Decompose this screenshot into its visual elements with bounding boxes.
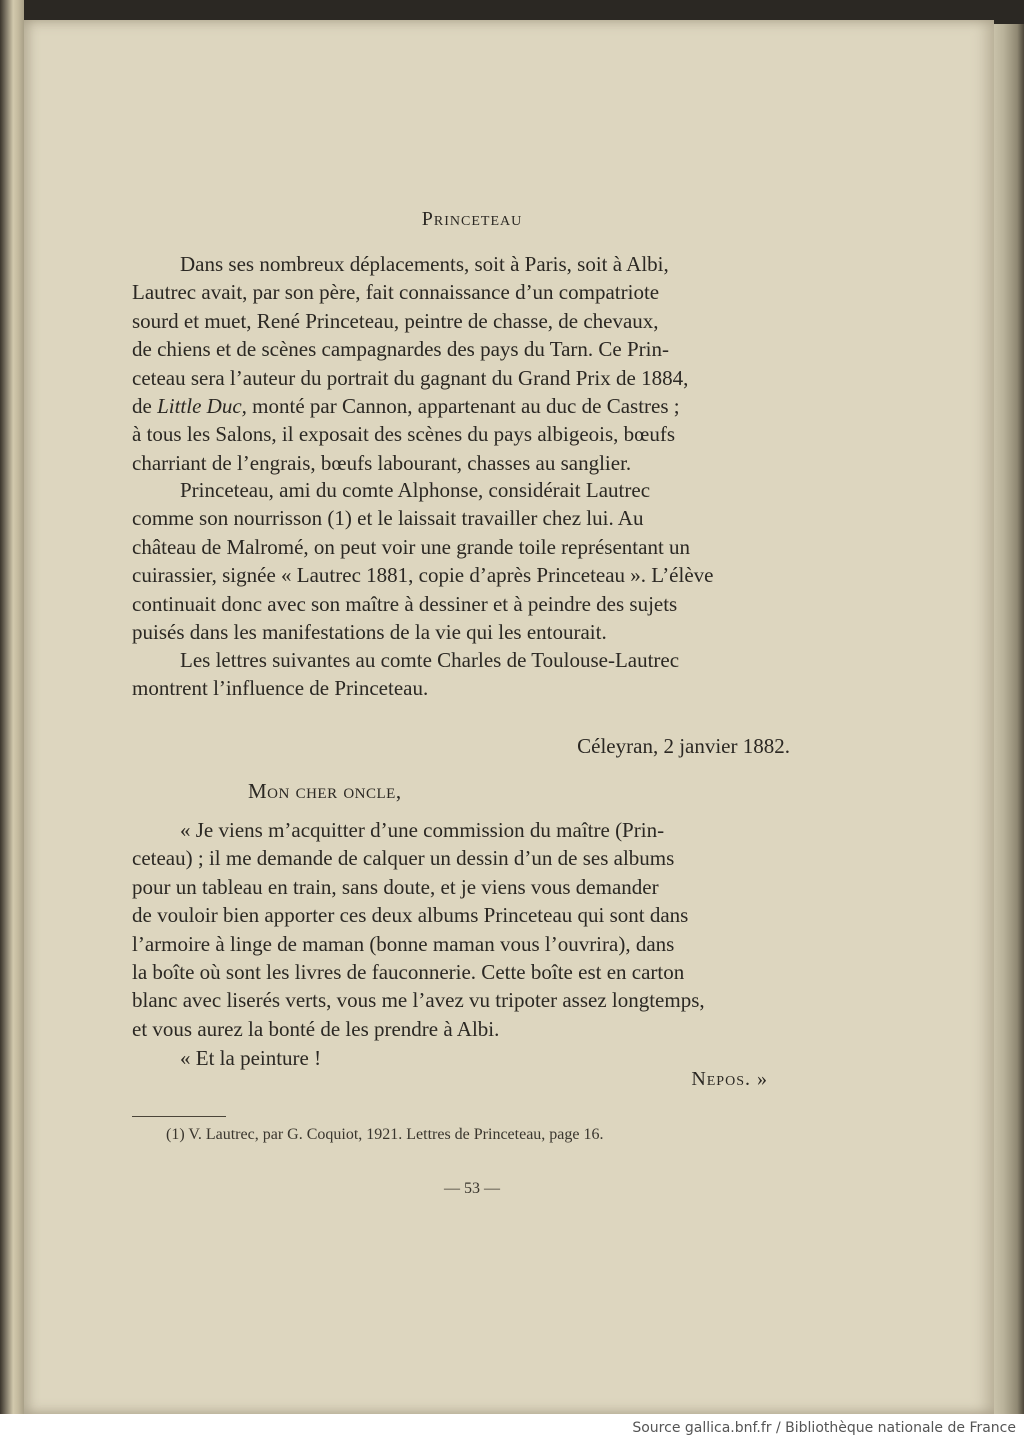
text-line: château de Malromé, on peut voir une grande toile représentant un: [132, 534, 691, 559]
text-line: blanc avec liserés verts, vous me l’avez vu tripoter assez longtemps,: [132, 988, 705, 1013]
text-line: continuait donc avec son maître à dessiner et à peindre des sujets: [132, 591, 678, 616]
text-line: Dans ses nombreux déplacements, soit à Paris, soit à Albi,: [180, 252, 669, 276]
letter-salutation: Mon cher oncle,: [248, 779, 402, 803]
paragraph-3: [132, 646, 812, 703]
text-line: sourd et muet, René Princeteau, peintre de chasse, de chevaux,: [132, 308, 659, 333]
text-line: l’armoire à linge de maman (bonne maman vous l’ouvrira), dans: [132, 931, 675, 956]
letter-signature: Nepos. »: [691, 1068, 768, 1090]
text-line: ceteau) ; il me demande de calquer un dessin d’un de ses albums: [132, 846, 675, 871]
italic-title: Little Duc,: [157, 394, 247, 419]
text-line: pour un tableau en train, sans doute, et je viens vous demander: [132, 874, 659, 899]
text-line: de chiens et de scènes campagnardes des pays du Tarn. Ce Prin-: [132, 337, 669, 362]
source-credit: Source gallica.bnf.fr / Bibliothèque nationale de France: [632, 1420, 1016, 1436]
paragraph-2: [132, 476, 812, 646]
page-title: Princeteau: [421, 208, 523, 230]
letter-body: [132, 816, 812, 1043]
book-binding: [0, 0, 24, 1414]
page-number: — 53 —: [444, 1180, 500, 1197]
text-line: de vouloir bien apporter ces deux albums Princeteau qui sont dans: [132, 903, 689, 928]
text-line: charriant de l’engrais, bœufs labourant, chasses au sanglier.: [132, 450, 632, 475]
paragraph-1: [132, 250, 812, 477]
letter-closing: « Et la peinture !: [180, 1046, 322, 1070]
text-line: comme son nourrisson (1) et le laissait travailler chez lui. Au: [132, 506, 644, 531]
text-line: « Je viens m’acquitter d’une commission du maître (Prin-: [180, 818, 665, 842]
text-line: ceteau sera l’auteur du portrait du gagnant du Grand Prix de 1884,: [132, 365, 689, 390]
text-line: la boîte où sont les livres de fauconnerie. Cette boîte est en carton: [132, 960, 685, 985]
text-line: Les lettres suivantes au comte Charles de Toulouse-Lautrec: [180, 648, 680, 672]
book-page: [24, 20, 994, 1414]
text-line: puisés dans les manifestations de la vie qui les entourait.: [132, 620, 607, 645]
text-line: à tous les Salons, il exposait des scènes du pays albigeois, bœufs: [132, 422, 676, 447]
text-line: de Little Duc, monté par Cannon, appartenant au duc de Castres ;: [132, 394, 680, 419]
footnote-rule: [132, 1116, 226, 1117]
text-line: cuirassier, signée « Lautrec 1881, copie d’après Princeteau ». L’élève: [132, 563, 714, 588]
letter-dateline: Céleyran, 2 janvier 1882.: [577, 734, 790, 758]
text-line: montrent l’influence de Princeteau.: [132, 676, 429, 701]
text-line: et vous aurez la bonté de les prendre à Albi.: [132, 1016, 500, 1041]
page-edge: [990, 24, 1024, 1414]
footnote: (1) V. Lautrec, par G. Coquiot, 1921. Lettres de Princeteau, page 16.: [166, 1126, 604, 1143]
text-line: Lautrec avait, par son père, fait connaissance d’un compatriote: [132, 280, 660, 305]
text-line: Princeteau, ami du comte Alphonse, considérait Lautrec: [180, 478, 651, 502]
